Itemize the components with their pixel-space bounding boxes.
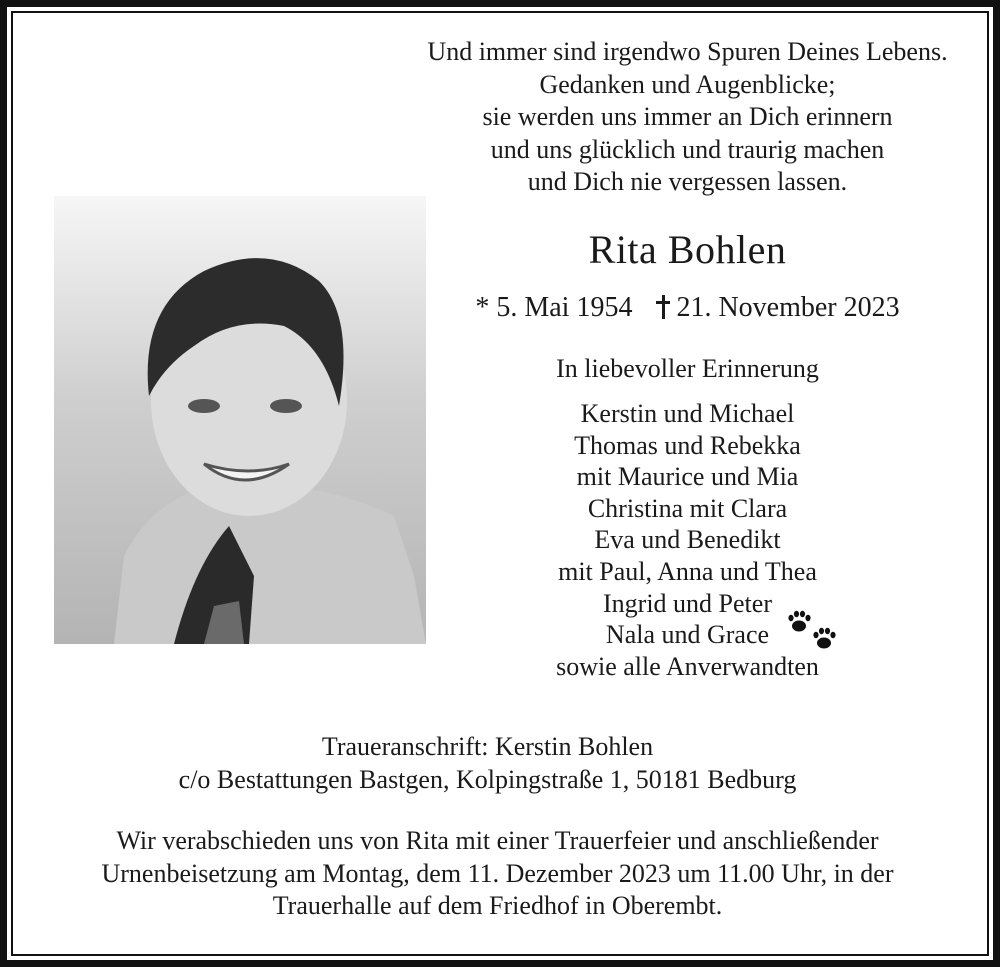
mourning-address <box>150 731 825 796</box>
poem-line: Und immer sind irgendwo Spuren Deines Lebens. <box>427 37 948 66</box>
service-line: Urnenbeisetzung am Montag, dem 11. Dezember 2023 um 11.00 Uhr, in der <box>101 858 894 888</box>
family-line: Christina mit Clara <box>587 493 788 523</box>
paw-prints-icon <box>786 610 838 652</box>
portrait-photo <box>54 196 426 644</box>
family-line: mit Paul, Anna und Thea <box>558 556 817 586</box>
family-line: mit Maurice und Mia <box>576 462 799 492</box>
cross-icon <box>656 295 670 319</box>
death-date: 21. November 2023 <box>676 292 900 323</box>
family-line: Ingrid und Peter <box>603 588 772 618</box>
poem-line: und uns glücklich und traurig machen <box>490 134 885 164</box>
poem <box>400 36 975 199</box>
family-line: Thomas und Rebekka <box>574 430 801 460</box>
family-line: sowie alle Anverwandten <box>556 651 819 681</box>
remembrance-heading: In liebevoller Erinnerung <box>556 354 819 383</box>
service-notice <box>40 825 955 923</box>
deceased-name: Rita Bohlen <box>588 227 787 272</box>
portrait-illustration <box>54 196 426 644</box>
address-line: c/o Bestattungen Bastgen, Kolpingstraße 1, 50181 Bedburg <box>178 764 797 794</box>
poem-line: sie werden uns immer an Dich erinnern <box>482 102 893 131</box>
address-line: Traueranschrift: Kerstin Bohlen <box>321 732 654 761</box>
service-line: Trauerhalle auf dem Friedhof in Oberembt. <box>272 891 723 920</box>
life-dates <box>440 290 935 326</box>
family-line: Nala und Grace <box>605 620 770 650</box>
poem-line: und Dich nie vergessen lassen. <box>527 167 848 196</box>
poem-line: Gedanken und Augenblicke; <box>539 69 836 99</box>
service-line: Wir verabschieden uns von Rita mit einer Trauerfeier und anschließender <box>116 826 879 855</box>
family-line: Kerstin und Michael <box>580 399 795 428</box>
family-line: Eva und Benedikt <box>594 525 781 555</box>
birth-date: * 5. Mai 1954 <box>475 292 633 323</box>
